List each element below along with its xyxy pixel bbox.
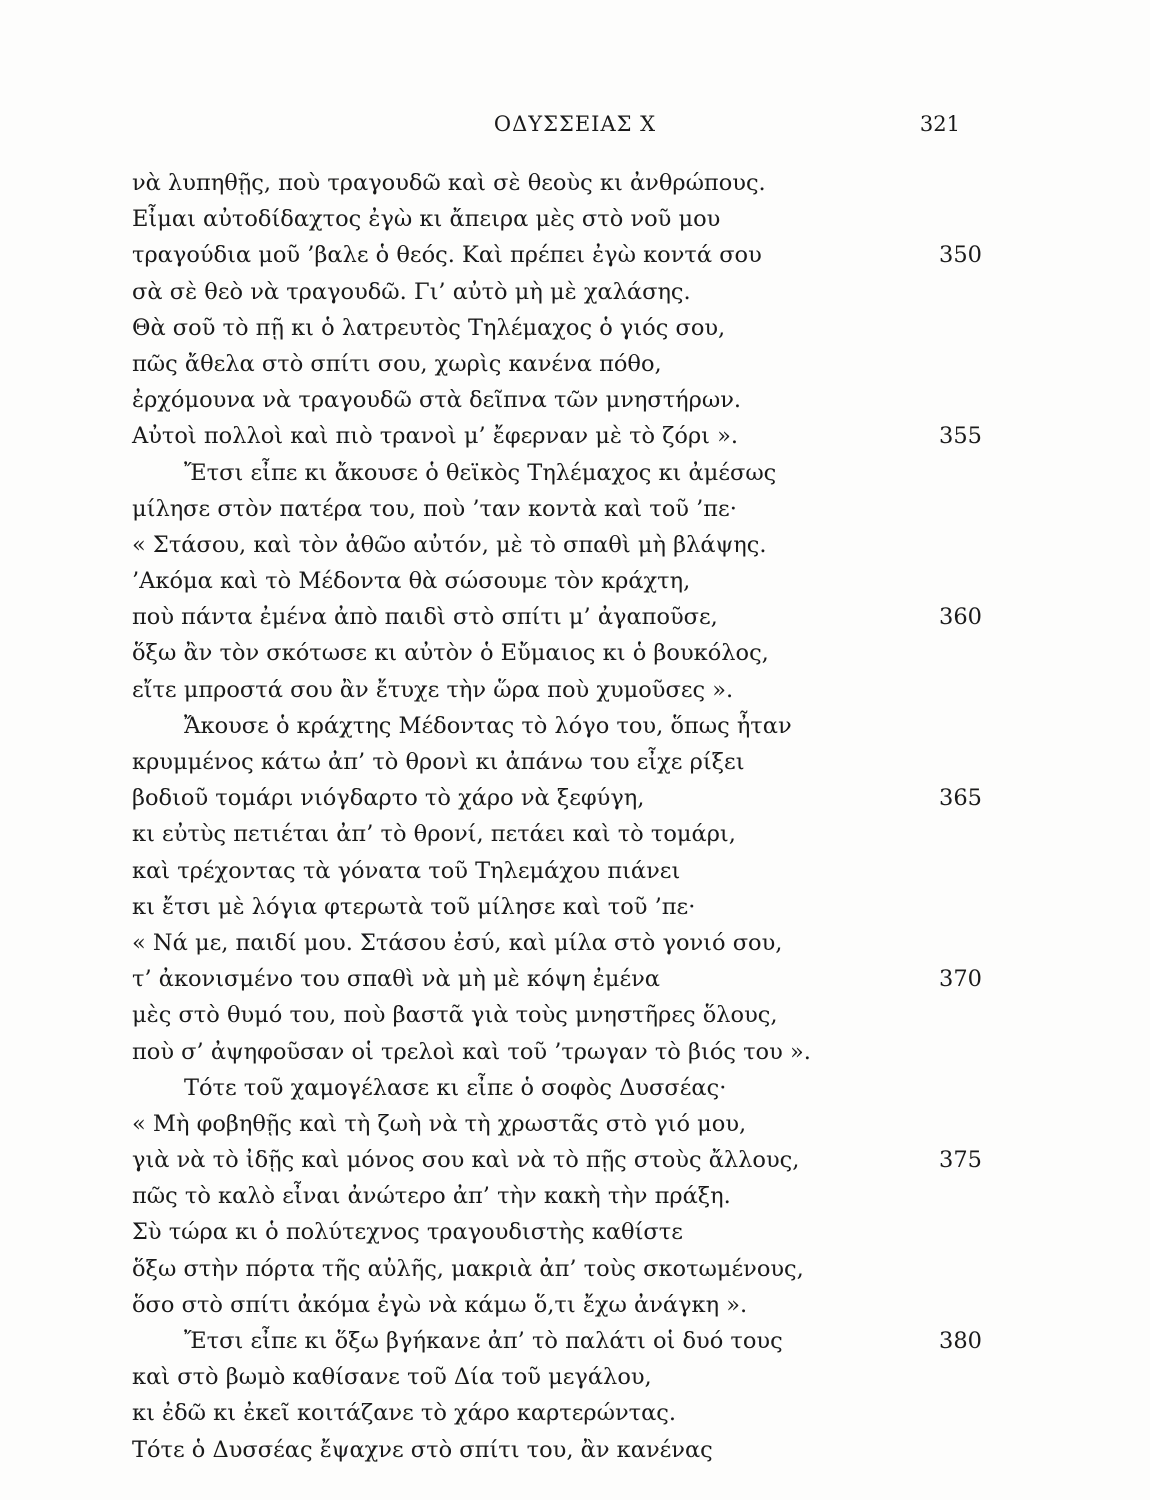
verse-text: σὰ σὲ θεὸ νὰ τραγουδῶ. Γι’ αὐτὸ μὴ μὲ χαλάσης. — [132, 278, 691, 305]
verse-line — [132, 1142, 982, 1178]
verse-line — [132, 997, 982, 1033]
verse-line — [132, 780, 982, 816]
verse-line — [132, 201, 982, 237]
verse-line — [132, 889, 982, 925]
verse-line — [132, 1359, 982, 1395]
verse-line — [132, 853, 982, 889]
verse-line — [132, 925, 982, 961]
line-number: 360 — [939, 604, 982, 631]
verse-text: νὰ λυπηθῇς, ποὺ τραγουδῶ καὶ σὲ θεοὺς κι ἀνθρώπους. — [132, 170, 766, 196]
line-number: 370 — [939, 966, 982, 993]
line-number: 365 — [939, 785, 982, 812]
verse-text: Τότε τοῦ χαμογέλασε κι εἶπε ὁ σοφὸς Δυσσέας· — [184, 1074, 727, 1101]
verse-text: βοδιοῦ τομάρι νιόγδαρτο τὸ χάρο νὰ ξεφύγη, — [132, 785, 645, 812]
verse-line — [132, 310, 982, 346]
verse-line — [132, 1432, 982, 1468]
verse-text: κι ἐδῶ κι ἐκεῖ κοιτάζανε τὸ χάρο καρτερώντας. — [132, 1400, 677, 1427]
verse-line — [132, 744, 982, 780]
verse-text: εἴτε μπροστά σου ἂν ἔτυχε τὴν ὥρα ποὺ χυμοῦσες ». — [132, 676, 734, 703]
verse-line — [132, 1323, 982, 1359]
verse-line — [132, 527, 982, 563]
verse-text: Αὐτοὶ πολλοὶ καὶ πιὸ τρανοὶ μ’ ἔφερναν μὲ τὸ ζόρι ». — [132, 423, 739, 450]
verse-line — [132, 1106, 982, 1142]
verse-text: « Μὴ φοβηθῇς καὶ τὴ ζωὴ νὰ τὴ χρωστᾶς στὸ γιό μου, — [132, 1110, 747, 1137]
verse-text: μὲς στὸ θυμό του, ποὺ βαστᾶ γιὰ τοὺς μνηστῆρες ὅλους, — [132, 1002, 778, 1029]
verse-line — [132, 237, 982, 273]
verse-line — [132, 672, 982, 708]
verse-text: μίλησε στὸν πατέρα του, ποὺ ’ταν κοντὰ καὶ τοῦ ’πε· — [132, 495, 737, 522]
verse-line — [132, 635, 982, 671]
verse-text: γιὰ νὰ τὸ ἰδῇς καὶ μόνος σου καὶ νὰ τὸ πῇς στοὺς ἄλλους, — [132, 1147, 800, 1174]
verse-line — [132, 382, 982, 418]
verse-text: πῶς ἄθελα στὸ σπίτι σου, χωρὶς κανένα πόθο, — [132, 350, 662, 377]
poem-text — [132, 165, 982, 1468]
verse-line — [132, 961, 982, 997]
verse-text: ’Ακόμα καὶ τὸ Μέδοντα θὰ σώσουμε τὸν κράχτη, — [132, 568, 691, 595]
verse-line — [132, 563, 982, 599]
verse-line — [132, 1070, 982, 1106]
verse-text: ὅξω ἂν τὸν σκότωσε κι αὐτὸν ὁ Εὔμαιος κι ὁ βουκόλος, — [132, 640, 769, 667]
verse-line — [132, 1034, 982, 1070]
verse-text: Θὰ σοῦ τὸ πῇ κι ὁ λατρευτὸς Τηλέμαχος ὁ γιός σου, — [132, 314, 726, 341]
verse-text: κι εὐτὺς πετιέται ἀπ’ τὸ θρονί, πετάει καὶ τὸ τομάρι, — [132, 821, 736, 848]
verse-line — [132, 599, 982, 635]
verse-line — [132, 1395, 982, 1431]
verse-line — [132, 1214, 982, 1250]
verse-line — [132, 491, 982, 527]
verse-text: καὶ στὸ βωμὸ καθίσανε τοῦ Δία τοῦ μεγάλου, — [132, 1364, 652, 1391]
verse-text: « Νά με, παιδί μου. Στάσου ἐσύ, καὶ μίλα στὸ γονιό σου, — [132, 929, 783, 956]
verse-text: Ἔτσι εἶπε κι ὅξω βγήκανε ἀπ’ τὸ παλάτι οἱ δυό τους — [184, 1328, 783, 1354]
verse-line — [132, 418, 982, 454]
line-number: 380 — [939, 1328, 982, 1354]
verse-text: ποὺ πάντα ἐμένα ἀπὸ παιδὶ στὸ σπίτι μ’ ἀγαποῦσε, — [132, 604, 718, 631]
verse-text: Ἔτσι εἶπε κι ἄκουσε ὁ θεϊκὸς Τηλέμαχος κι ἀμέσως — [184, 459, 777, 486]
line-number: 355 — [939, 423, 982, 450]
verse-text: καὶ τρέχοντας τὰ γόνατα τοῦ Τηλεμάχου πιάνει — [132, 857, 681, 884]
verse-line — [132, 1178, 982, 1214]
verse-line — [132, 1287, 982, 1323]
verse-text: ὅσο στὸ σπίτι ἀκόμα ἐγὼ νὰ κάμω ὅ,τι ἔχω ἀνάγκη ». — [132, 1291, 748, 1318]
verse-text: « Στάσου, καὶ τὸν ἀθῶο αὐτόν, μὲ τὸ σπαθὶ μὴ βλάψης. — [132, 531, 767, 558]
verse-text: ποὺ σ’ ἀψηφοῦσαν οἱ τρελοὶ καὶ τοῦ ’τρωγαν τὸ βιός του ». — [132, 1038, 811, 1065]
verse-line — [132, 1251, 982, 1287]
verse-text: κι ἔτσι μὲ λόγια φτερωτὰ τοῦ μίλησε καὶ τοῦ ’πε· — [132, 893, 696, 920]
verse-line — [132, 346, 982, 382]
verse-line — [132, 816, 982, 852]
verse-line — [132, 274, 982, 310]
verse-text: τ’ ἀκονισμένο του σπαθὶ νὰ μὴ μὲ κόψη ἐμένα — [132, 966, 660, 993]
verse-text: Ἄκουσε ὁ κράχτης Μέδοντας τὸ λόγο του, ὅπως ἦταν — [184, 712, 792, 739]
verse-text: τραγούδια μοῦ ’βαλε ὁ θεός. Καὶ πρέπει ἐγὼ κοντά σου — [132, 242, 762, 269]
running-title: ΟΔΥΣΣΕΙΑΣ Χ — [493, 112, 657, 136]
page-number: 321 — [919, 112, 960, 136]
verse-text: Τότε ὁ Δυσσέας ἔψαχνε στὸ σπίτι του, ἂν κανένας — [132, 1436, 713, 1463]
verse-text: κρυμμένος κάτω ἀπ’ τὸ θρονὶ κι ἀπάνω του εἶχε ρίξει — [132, 749, 745, 775]
verse-line — [132, 708, 982, 744]
line-number: 375 — [939, 1147, 982, 1174]
verse-text: Σὺ τώρα κι ὁ πολύτεχνος τραγουδιστὴς καθίστε — [132, 1219, 683, 1246]
page-header — [0, 112, 1150, 142]
verse-text: ἐρχόμουνα νὰ τραγουδῶ στὰ δεῖπνα τῶν μνηστήρων. — [132, 387, 742, 414]
verse-text: ὅξω στὴν πόρτα τῆς αὐλῆς, μακριὰ ἀπ’ τοὺς σκοτωμένους, — [132, 1255, 804, 1282]
verse-line — [132, 455, 982, 491]
line-number: 350 — [939, 242, 982, 269]
verse-line — [132, 165, 982, 201]
verse-text: πῶς τὸ καλὸ εἶναι ἀνώτερο ἀπ’ τὴν κακὴ τὴν πράξη. — [132, 1183, 731, 1210]
verse-text: Εἶμαι αὐτοδίδαχτος ἐγὼ κι ἄπειρα μὲς στὸ νοῦ μου — [132, 206, 721, 233]
